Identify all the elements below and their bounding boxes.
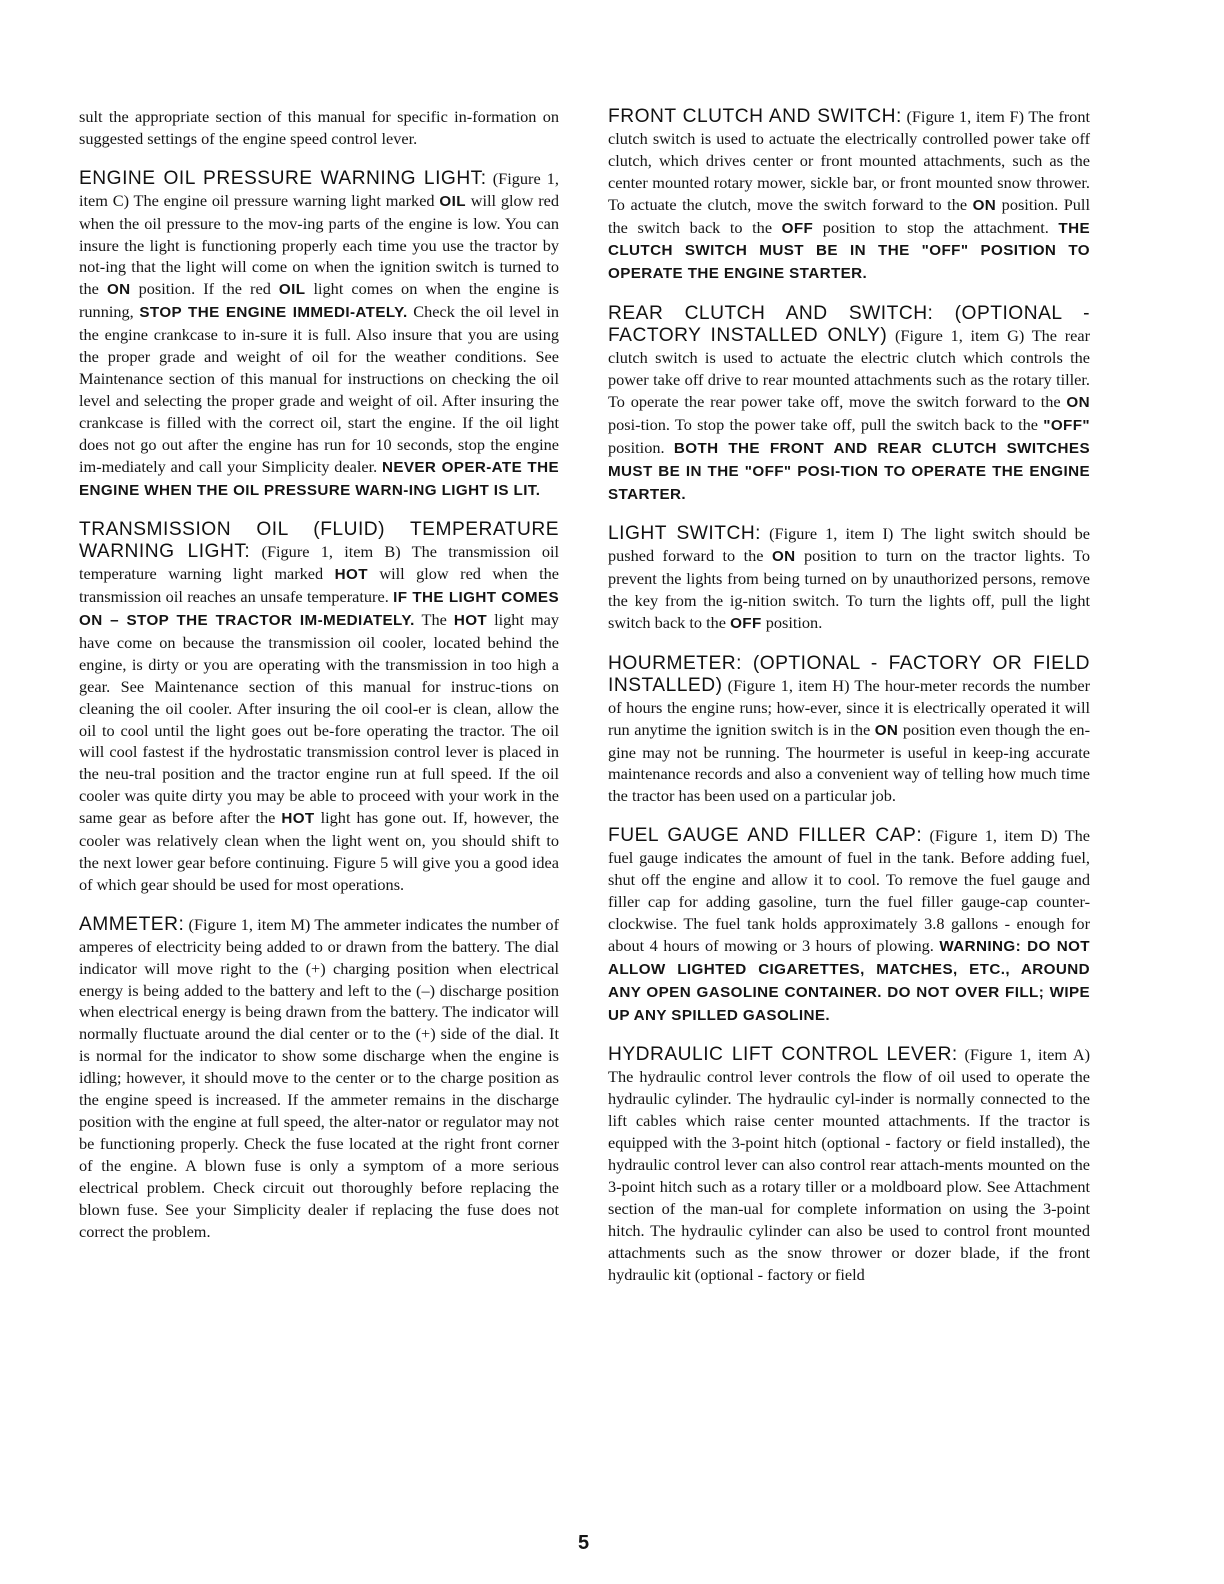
hourmeter-bold: ON bbox=[874, 721, 899, 739]
hydraulic-section bbox=[608, 1044, 1090, 1285]
intro-paragraph bbox=[79, 106, 559, 150]
hourmeter-text: (Figure 1, item H) The hour-meter records the number of hours the engine runs; how-ever, since it is electrically operated it will run anytime the ignition switch is in the bbox=[608, 675, 1090, 739]
rear-clutch-heading: REAR CLUTCH AND SWITCH: (OPTIONAL - FACTORY INSTALLED ONLY) bbox=[608, 303, 1090, 347]
fuel-gauge-warning: WARNING: DO NOT ALLOW LIGHTED CIGARETTES, MATCHES, ETC., AROUND ANY OPEN GASOLINE CONTAINER. DO NOT OVER FILL; WIPE UP ANY SPILLED GASOLINE. bbox=[608, 937, 1090, 1024]
rear-clutch-text: posi-tion. To stop the power take off, pull the switch back to the bbox=[608, 414, 1044, 434]
rear-clutch-section bbox=[608, 303, 1090, 505]
light-switch-text: position to turn on the tractor lights. To prevent the lights from being turned on by unauthorized persons, remove the key from the ig-nition switch. To turn the lights off, pull the light switch back to the bbox=[608, 546, 1090, 633]
engine-oil-bold: OIL bbox=[278, 281, 306, 299]
light-switch-bold: ON bbox=[771, 548, 796, 566]
front-clutch-bold: ON bbox=[972, 196, 997, 214]
transmission-text: (Figure 1, item B) The transmission oil temperature warning light marked bbox=[79, 542, 560, 584]
light-switch-section bbox=[608, 523, 1090, 635]
transmission-bold: HOT bbox=[334, 566, 368, 584]
engine-oil-bold: ON bbox=[106, 281, 131, 299]
right-column bbox=[608, 106, 1090, 1303]
hourmeter-section bbox=[608, 653, 1090, 807]
rear-clutch-bold: "OFF" bbox=[1043, 416, 1090, 434]
transmission-text: will glow red when the transmission oil reaches an unsafe temperature. bbox=[79, 564, 560, 607]
ammeter-text: (Figure 1, item M) The ammeter indicates the number of amperes of electricity being added to or drawn from the battery. The dial indicator will move right to the (+) charging position when electrical energy is being added to the battery and left to the (–) discharge position when electrical energy is being drawn from the battery. The indicator will normally fluctuate around the dial center or to the (+) side of the dial. It is normal for the indicator to show some discharge when the engine is idling; however, it should move to the center or to the charge position as the engine speed is increased. If the ammeter remains in the discharge position with the engine at full speed, the alter-nator or regulator may not be functioning properly. Check the fuse located at the right front corner of the engine. A blown fuse is only a symptom of a more serious electrical problem. Check circuit out thoroughly before replacing the blown fuse. See your Simplicity dealer if replacing the fuse does not correct the problem. bbox=[79, 914, 559, 1241]
front-clutch-text: position. Pull the switch back to the bbox=[608, 194, 1090, 237]
engine-oil-text: position. If the red bbox=[130, 279, 279, 299]
engine-oil-warning: NEVER OPER-ATE THE ENGINE WHEN THE OIL PRESSURE WARN-ING LIGHT IS LIT. bbox=[79, 458, 560, 499]
engine-oil-section bbox=[79, 168, 559, 502]
fuel-gauge-section bbox=[608, 825, 1090, 1026]
engine-oil-text: light comes on when the engine is running, bbox=[79, 279, 559, 322]
transmission-warning: IF THE LIGHT COMES ON – STOP THE TRACTOR IM-MEDIATELY. bbox=[79, 589, 559, 630]
transmission-bold: HOT bbox=[453, 612, 488, 630]
transmission-text: The bbox=[414, 610, 454, 630]
front-clutch-text: position to stop the attachment. bbox=[813, 217, 1059, 237]
light-switch-text: (Figure 1, item I) The light switch should be pushed forward to the bbox=[608, 524, 1090, 566]
transmission-bold: HOT bbox=[281, 810, 315, 828]
transmission-text: light may have come on because the transmission oil cooler, located behind the engine, is dirty or you are operating with the transmission in too high a gear. See Maintenance section of this manual for instruc-tions on cleaning the oil cooler. After insuring the oil cool-er is clean, allow the oil to cool until the light goes out be-fore operating the tractor. The oil will cool fastest if the hydrostatic transmission control lever is placed in the neu-tral position and the tractor engine run at full speed. If the oil cooler was quite dirty you may be able to proceed with your work in the same gear as before after the bbox=[79, 610, 559, 828]
light-switch-heading: LIGHT SWITCH: bbox=[608, 523, 762, 545]
hydraulic-text: (Figure 1, item A) The hydraulic control lever controls the flow of oil used to operate the hydraulic cylinder. The hydraulic cyl-inder is normally connected to the lift cables which raise center mounted attachments. If the tractor is equipped with the 3-point hitch (optional - factory or field installed), the hydraulic control lever can also control rear attach-ments mounted on the 3-point hitch such as a rotary tiller or a moldboard plow. See Attachment section of the man-ual for complete information on using the 3-point hitch. The hydraulic cylinder can also be used to control front mounted attachments such as the snow thrower or dozer blade, if the front hydraulic kit (optional - factory or field bbox=[608, 1045, 1090, 1284]
rear-clutch-text: position. bbox=[608, 437, 674, 457]
front-clutch-bold: OFF bbox=[781, 219, 814, 237]
engine-oil-text: Check the oil level in the engine crankcase to in-sure it is full. Also insure that you are using the proper grade and weight of oil for the weather conditions. See Maintenance section of this manual for instructions on checking the oil level and selecting the proper grade and weight of oil. After insuring the crankcase is filled with the correct oil, start the engine. If the oil light does not go out after the engine has run for 10 seconds, stop the engine im-mediately and call your Simplicity dealer. bbox=[79, 302, 560, 476]
ammeter-section bbox=[79, 914, 559, 1243]
light-switch-text: position. bbox=[761, 613, 823, 633]
intro-text: sult the appropriate section of this manual for specific in-formation on suggested settings of the engine speed control lever. bbox=[79, 107, 559, 148]
transmission-section bbox=[79, 519, 559, 895]
engine-oil-bold: OIL bbox=[439, 192, 466, 210]
engine-oil-warning: STOP THE ENGINE IMMEDI-ATELY. bbox=[139, 304, 408, 322]
page-number: 5 bbox=[578, 1532, 590, 1554]
hourmeter-text: position even though the en-gine may not be running. The hourmeter is useful in keep-ing accurate maintenance records and also a convenient way of telling how much time the tractor has been used on a particular job. bbox=[608, 719, 1090, 806]
front-clutch-warning: THE CLUTCH SWITCH MUST BE IN THE "OFF" POSITION TO OPERATE THE ENGINE STARTER. bbox=[608, 219, 1090, 283]
rear-clutch-text: (Figure 1, item G) The rear clutch switch is used to actuate the electric clutch which controls the power take off drive to rear mounted attachments such as the rotary tiller. To operate the rear power take off, move the switch forward to the bbox=[608, 326, 1091, 411]
engine-oil-heading: ENGINE OIL PRESSURE WARNING LIGHT: bbox=[79, 167, 487, 189]
engine-oil-text: will glow red when the oil pressure to the mov-ing parts of the engine is low. You can insure the light is functioning properly each time you use the tractor by not-ing that the light will come on when the ignition switch is turned to the bbox=[79, 190, 559, 299]
fuel-gauge-heading: FUEL GAUGE AND FILLER CAP: bbox=[608, 825, 923, 847]
rear-clutch-bold: ON bbox=[1066, 393, 1090, 411]
engine-oil-text: (Figure 1, item C) The engine oil pressure warning light marked bbox=[79, 168, 559, 210]
front-clutch-text: (Figure 1, item F) The front clutch switch is used to actuate the electrically controlled power take off clutch, which drives center or front mounted attachments, such as the center mounted rotary mower, sickle bar, or front mounted snow thrower. To actuate the clutch, move the switch forward to the bbox=[608, 107, 1090, 214]
transmission-heading: TRANSMISSION OIL (FLUID) TEMPERATURE WARNING LIGHT: bbox=[79, 519, 559, 563]
ammeter-heading: AMMETER: bbox=[79, 913, 185, 935]
rear-clutch-warning: BOTH THE FRONT AND REAR CLUTCH SWITCHES MUST BE IN THE "OFF" POSI-TION TO OPERATE THE ENGINE STARTER. bbox=[608, 439, 1090, 503]
front-clutch-heading: FRONT CLUTCH AND SWITCH: bbox=[608, 106, 902, 127]
front-clutch-section bbox=[608, 106, 1090, 285]
hydraulic-heading: HYDRAULIC LIFT CONTROL LEVER: bbox=[608, 1044, 958, 1066]
left-column bbox=[79, 106, 559, 1260]
transmission-text: light has gone out. If, however, the cooler was relatively clean when the light went on, you should shift to the next lower gear before continuing. Figure 5 will give you a good idea of which gear should be used for most operations. bbox=[79, 808, 559, 894]
hourmeter-heading: HOURMETER: (OPTIONAL - FACTORY OR FIELD INSTALLED) bbox=[608, 652, 1090, 696]
fuel-gauge-text: (Figure 1, item D) The fuel gauge indicates the amount of fuel in the tank. Before adding fuel, shut off the engine and allow it to cool. To remove the fuel gauge and filler cap for adding gasoline, turn the fuel filler gauge-cap counter-clockwise. The fuel tank holds approximately 3.8 gallons - enough for about 4 hours of mowing or 3 hours of plowing. bbox=[608, 826, 1090, 955]
light-switch-bold: OFF bbox=[730, 615, 762, 633]
